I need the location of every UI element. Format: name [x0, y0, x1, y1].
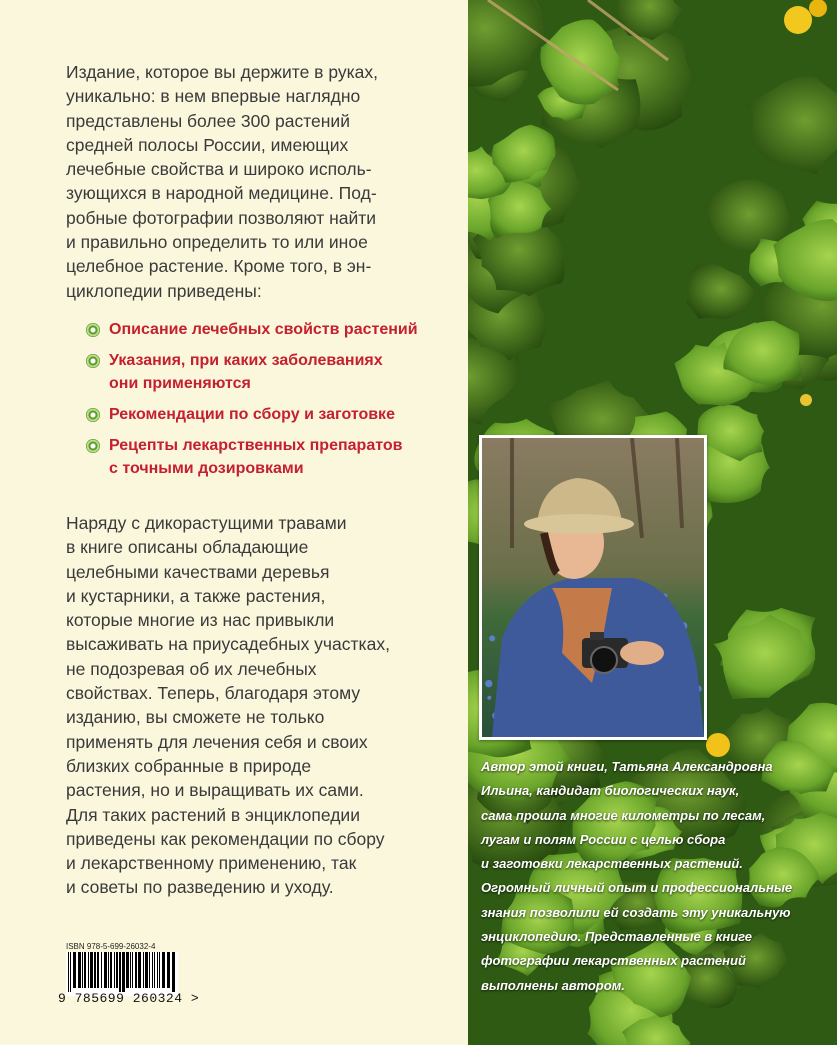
description-line: растения, но и выращивать их сами.	[66, 780, 364, 801]
description-paragraph	[66, 511, 390, 900]
barcode-bar	[82, 952, 83, 988]
barcode	[66, 952, 178, 996]
barcode-bar	[167, 952, 170, 988]
barcode-bar	[119, 952, 121, 992]
intro-line: средней полосы России, имеющих	[66, 134, 349, 155]
description-line: целебными качествами деревья	[66, 561, 330, 582]
green-circle-bullet-icon	[86, 439, 100, 453]
description-line: применять для лечения себя и своих	[66, 731, 368, 752]
caption-line: сама прошла многие километры по лесам,	[481, 807, 766, 823]
barcode-bar	[78, 952, 81, 988]
barcode-bar	[122, 952, 125, 992]
barcode-bar	[157, 952, 158, 988]
feature-item	[86, 403, 418, 426]
barcode-bar	[152, 952, 153, 988]
barcode-bar	[110, 952, 112, 988]
barcode-bar	[130, 952, 131, 988]
feature-item-line: Рецепты лекарственных препаратов	[109, 437, 403, 454]
intro-line: робные фотографии позволяют найти	[66, 207, 377, 228]
barcode-bar	[84, 952, 86, 988]
description-line: и кустарники, а также растения,	[66, 585, 326, 606]
caption-line: лугам и полям России с целью сбора	[481, 831, 726, 847]
barcode-bar	[73, 952, 76, 988]
intro-line: лечебные свойства и широко исполь-	[66, 159, 372, 180]
description-line: свойствах. Теперь, благодаря этому	[66, 683, 361, 704]
green-circle-bullet-icon	[86, 323, 100, 337]
caption-line: выполнены автором.	[481, 977, 625, 993]
intro-line: целебное растение. Кроме того, в эн-	[66, 256, 372, 277]
barcode-bar	[70, 952, 71, 992]
barcode-bar	[132, 952, 133, 988]
barcode-digits: 9 785699 260324 >	[58, 991, 200, 1006]
caption-line: знания позволили ей создать эту уникальную	[481, 904, 791, 920]
feature-item-line: с точными дозировками	[109, 460, 304, 477]
intro-line: уникально: в нем впервые наглядно	[66, 86, 361, 107]
barcode-bar	[90, 952, 93, 988]
intro-line: представлены более 300 растений	[66, 110, 350, 131]
description-line: Для таких растений в энциклопедии	[66, 804, 360, 825]
barcode-bar	[108, 952, 109, 988]
caption-line: фотографии лекарственных растений	[481, 953, 746, 969]
barcode-bar	[88, 952, 89, 988]
description-line: и советы по разведению и уходу.	[66, 877, 334, 898]
barcode-bar	[97, 952, 99, 988]
description-line: изданию, вы сможете не только	[66, 707, 325, 728]
barcode-bar	[172, 952, 175, 992]
barcode-bar	[143, 952, 144, 988]
barcode-bar	[162, 952, 165, 988]
caption-line: Огромный личный опыт и профессиональные	[481, 880, 793, 896]
feature-item	[86, 434, 418, 480]
barcode-bar	[94, 952, 96, 988]
intro-paragraph	[66, 60, 378, 303]
barcode-bar	[104, 952, 107, 988]
barcode-bar	[101, 952, 102, 988]
caption-line: энциклопедию. Представленные в книге	[481, 929, 752, 945]
caption-line: и заготовки лекарственных растений.	[481, 856, 743, 872]
intro-line: зующихся в народной медицине. Под-	[66, 183, 377, 204]
author-caption	[481, 755, 792, 998]
description-line: приведены как рекомендации по сбору	[66, 828, 385, 849]
blue-flower-dot	[485, 680, 492, 687]
description-line: высаживать на приусадебных участках,	[66, 634, 390, 655]
isbn-label: ISBN 978-5-699-26032-4	[66, 942, 156, 951]
barcode-bars-icon	[66, 952, 178, 992]
description-line: не подозревая об их лечебных	[66, 658, 317, 679]
feature-item-line: Описание лечебных свойств растений	[109, 321, 418, 338]
description-line: Наряду с дикорастущими травами	[66, 513, 347, 533]
barcode-bar	[149, 952, 150, 988]
barcode-bar	[145, 952, 148, 988]
feature-list	[86, 318, 418, 488]
description-line: и лекарственному применению, так	[66, 853, 357, 874]
author-photo	[479, 435, 707, 740]
caption-line: Ильина, кандидат биологических наук,	[481, 783, 740, 799]
intro-line: и правильно определить то или иное	[66, 232, 368, 253]
barcode-bar	[154, 952, 155, 988]
feature-item	[86, 349, 418, 395]
blue-flower-dot	[487, 696, 491, 700]
feature-item-line: Указания, при каких заболеваниях	[109, 352, 383, 369]
barcode-bar	[159, 952, 160, 988]
intro-line: циклопедии приведены:	[66, 280, 262, 301]
barcode-bar	[116, 952, 118, 988]
barcode-bar	[68, 952, 69, 992]
intro-line: Издание, которое вы держите в руках,	[66, 62, 379, 82]
feature-item-line: они применяются	[109, 375, 251, 392]
feature-item-line: Рекомендации по сбору и заготовке	[109, 406, 395, 423]
feature-item	[86, 318, 418, 341]
green-circle-bullet-icon	[86, 354, 100, 368]
description-line: близких собранные в природе	[66, 755, 312, 776]
barcode-bar	[114, 952, 115, 988]
description-line: в книге описаны обладающие	[66, 537, 309, 558]
green-circle-bullet-icon	[86, 408, 100, 422]
caption-line: Автор этой книги, Татьяна Александровна	[481, 759, 773, 774]
description-line: которые многие из нас привыкли	[66, 610, 335, 631]
barcode-bar	[126, 952, 129, 988]
barcode-bar	[135, 952, 137, 988]
blue-flower-dot	[489, 635, 495, 641]
barcode-bar	[138, 952, 141, 988]
author-portrait-image	[482, 438, 704, 737]
